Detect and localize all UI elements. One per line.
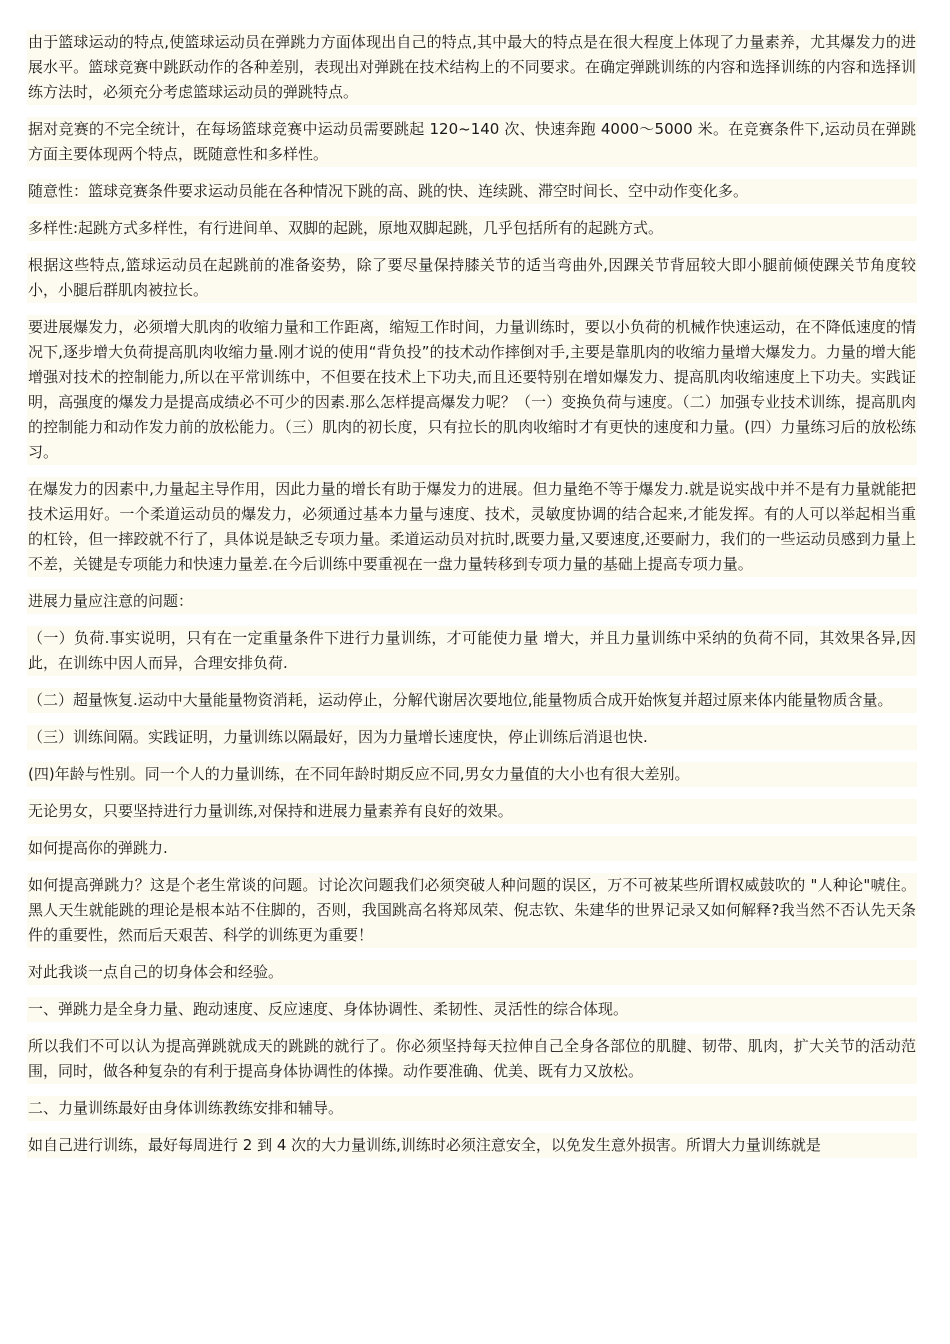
paragraph-16: 对此我谈一点自己的切身体会和经验。 (27, 960, 917, 985)
paragraph-10: （二）超量恢复.运动中大量能量物资消耗，运动停止，分解代谢居次要地位,能量物质合成开始恢复并超过原来体内能量物质含量。 (27, 688, 917, 713)
paragraph-20: 如自己进行训练，最好每周进行 2 到 4 次的大力量训练,训练时必须注意安全，以免发生意外损害。所谓大力量训练就是 (27, 1133, 917, 1158)
paragraph-17: 一、弹跳力是全身力量、跑动速度、反应速度、身体协调性、柔韧性、灵活性的综合体现。 (27, 997, 917, 1022)
paragraph-11: （三）训练间隔。实践证明，力量训练以隔最好，因为力量增长速度快，停止训练后消退也快. (27, 725, 917, 750)
paragraph-8: 进展力量应注意的问题： (27, 589, 917, 614)
paragraph-7: 在爆发力的因素中,力量起主导作用，因此力量的增长有助于爆发力的进展。但力量绝不等于爆发力.就是说实战中并不是有力量就能把技术运用好。一个柔道运动员的爆发力，必须通过基本力量与速度、技术，灵敏度协调的结合起来,才能发挥。有的人可以举起相当重的杠铃，但一摔跤就不行了，具体说是缺乏专项力量。柔道运动员对抗时,既要力量,又要速度,还要耐力，我们的一些运动员感到力量上不差，关键是专项能力和快速力量差.在今后训练中要重视在一盘力量转移到专项力量的基础上提高专项力量。 (27, 477, 917, 577)
paragraph-4: 多样性:起跳方式多样性，有行进间单、双脚的起跳，原地双脚起跳，几乎包括所有的起跳方式。 (27, 216, 917, 241)
paragraph-13: 无论男女，只要坚持进行力量训练,对保持和进展力量素养有良好的效果。 (27, 799, 917, 824)
paragraph-18: 所以我们不可以认为提高弹跳就成天的跳跳的就行了。你必须坚持每天拉伸自己全身各部位的肌腱、韧带、肌肉，扩大关节的活动范围，同时，做各种复杂的有利于提高身体协调性的体操。动作要准确、优美、既有力又放松。 (27, 1034, 917, 1084)
paragraph-3: 随意性：篮球竞赛条件要求运动员能在各种情况下跳的高、跳的快、连续跳、滞空时间长、空中动作变化多。 (27, 179, 917, 204)
paragraph-15: 如何提高弹跳力？这是个老生常谈的问题。讨论次问题我们必须突破人种问题的误区，万不可被某些所谓权威鼓吹的 "人种论"唬住。黑人天生就能跳的理论是根本站不住脚的，否则，我国跳高名将郑凤荣、倪志钦、朱建华的世界记录又如何解释?我当然不否认先天条件的重要性，然而后天艰苦、科学的训练更为重要！ (27, 873, 917, 948)
paragraph-19: 二、力量训练最好由身体训练教练安排和辅导。 (27, 1096, 917, 1121)
paragraph-6: 要进展爆发力，必须增大肌肉的收缩力量和工作距离，缩短工作时间，力量训练时，要以小负荷的机械作快速运动，在不降低速度的情况下,逐步增大负荷提高肌肉收缩力量.刚才说的使用“背负投”的技术动作摔倒对手,主要是靠肌肉的收缩力量增大爆发力。力量的增大能增强对技术的控制能力,所以在平常训练中，不但要在技术上下功夫,而且还要特别在增如爆发力、提高肌肉收缩速度上下功夫。实践证明，高强度的爆发力是提高成绩必不可少的因素.那么怎样提高爆发力呢？（一）变换负荷与速度。（二）加强专业技术训练，提高肌肉的控制能力和动作发力前的放松能力。（三）肌肉的初长度，只有拉长的肌肉收缩时才有更快的速度和力量。(四）力量练习后的放松练习。 (27, 315, 917, 465)
paragraph-9: （一）负荷.事实说明，只有在一定重量条件下进行力量训练，才可能使力量 增大，并且力量训练中采纳的负荷不同，其效果各异,因此，在训练中因人而异，合理安排负荷. (27, 626, 917, 676)
paragraph-14: 如何提高你的弹跳力. (27, 836, 917, 861)
paragraph-1: 由于篮球运动的特点,使篮球运动员在弹跳力方面体现出自己的特点,其中最大的特点是在很大程度上体现了力量素养，尤其爆发力的进展水平。篮球竞赛中跳跃动作的各种差别，表现出对弹跳在技术结构上的不同要求。在确定弹跳训练的内容和选择训练的内容和选择训练方法时，必须充分考虑篮球运动员的弹跳特点。 (27, 30, 917, 105)
paragraph-2: 据对竞赛的不完全统计，在每场篮球竞赛中运动员需要跳起 120~140 次、快速奔跑 4000～5000 米。在竞赛条件下,运动员在弹跳方面主要体现两个特点，既随意性和多样性。 (27, 117, 917, 167)
paragraph-5: 根据这些特点,篮球运动员在起跳前的准备姿势，除了要尽量保持膝关节的适当弯曲外,因踝关节背屈较大即小腿前倾使踝关节角度较小，小腿后群肌肉被拉长。 (27, 253, 917, 303)
paragraph-12: (四)年龄与性别。同一个人的力量训练，在不同年龄时期反应不同,男女力量值的大小也有很大差别。 (27, 762, 917, 787)
document-page (27, 30, 917, 1170)
